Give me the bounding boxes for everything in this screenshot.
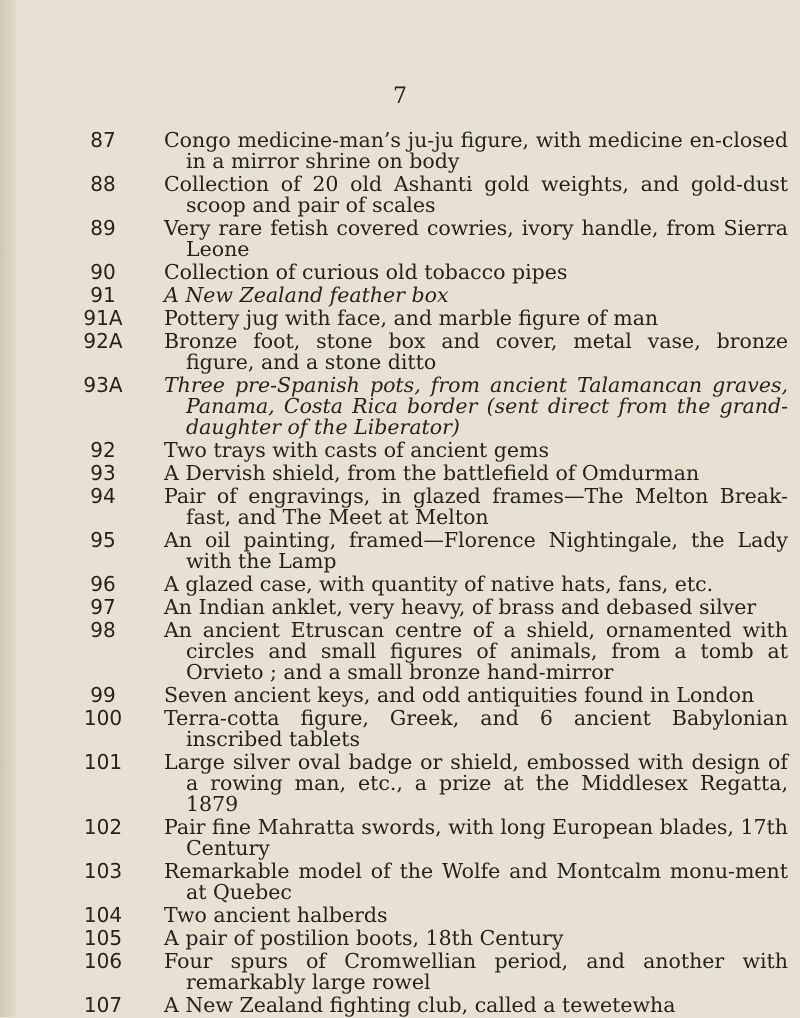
lot-entry: [0, 262, 800, 283]
lot-entry: [0, 174, 800, 216]
lot-number: 107: [83, 993, 123, 1017]
catalogue-list: [0, 130, 800, 1018]
lot-number: 96: [90, 572, 116, 596]
lot-description: Pair of engravings, in glazed frames—The Melton Break-fast, and The Meet at Melton: [164, 484, 788, 529]
lot-entry: [0, 597, 800, 618]
lot-entry: [0, 995, 800, 1016]
lot-description: Bronze foot, stone box and cover, metal vase, bronze figure, and a stone ditto: [164, 329, 788, 374]
lot-entry: [0, 928, 800, 949]
lot-number: 90: [90, 260, 116, 284]
lot-entry: [0, 817, 800, 859]
page-number: 7: [393, 84, 407, 109]
lot-description: A Dervish shield, from the battlefield of Omdurman: [164, 461, 700, 485]
lot-number: 106: [83, 949, 123, 973]
lot-entry: [0, 486, 800, 528]
lot-number: 89: [90, 216, 116, 240]
lot-number: 97: [90, 595, 116, 619]
lot-entry: [0, 685, 800, 706]
lot-entry: [0, 218, 800, 260]
lot-number: 93A: [83, 373, 123, 397]
lot-entry: [0, 285, 800, 306]
lot-description: Two trays with casts of ancient gems: [164, 438, 549, 462]
lot-number: 88: [90, 172, 116, 196]
lot-entry: [0, 574, 800, 595]
lot-description: Two ancient halberds: [164, 903, 388, 927]
lot-description: Three pre-Spanish pots, from ancient Talamancan graves, Panama, Costa Rica border (sent direct from the grand-daughter of the Liberator): [164, 373, 788, 439]
lot-description: An oil painting, framed—Florence Nightingale, the Lady with the Lamp: [164, 528, 788, 573]
lot-number: 104: [83, 903, 123, 927]
lot-description: Very rare fetish covered cowries, ivory handle, from Sierra Leone: [164, 216, 788, 261]
lot-number: 99: [90, 683, 116, 707]
lot-entry: [0, 463, 800, 484]
lot-description: A New Zealand feather box: [164, 283, 449, 307]
lot-number: 87: [90, 128, 116, 152]
lot-number: 91: [90, 283, 116, 307]
lot-description: Large silver oval badge or shield, embossed with design of a rowing man, etc., a prize at the Middlesex Regatta, 1879: [164, 750, 788, 816]
lot-description: Terra-cotta figure, Greek, and 6 ancient Babylonian inscribed tablets: [164, 706, 788, 751]
lot-number: 91A: [83, 306, 123, 330]
lot-number: 105: [83, 926, 123, 950]
lot-description: An ancient Etruscan centre of a shield, ornamented with circles and small figures of animals, from a tomb at Orvieto ; and a small bronze hand-mirror: [164, 618, 788, 684]
lot-number: 98: [90, 618, 116, 642]
lot-entry: [0, 905, 800, 926]
lot-description: An Indian anklet, very heavy, of brass and debased silver: [164, 595, 757, 619]
lot-description: Pair fine Mahratta swords, with long European blades, 17th Century: [164, 815, 788, 860]
lot-entry: [0, 375, 800, 438]
lot-description: Pottery jug with face, and marble figure of man: [164, 306, 659, 330]
lot-description: A glazed case, with quantity of native hats, fans, etc.: [164, 572, 714, 596]
lot-entry: [0, 530, 800, 572]
lot-description: Collection of 20 old Ashanti gold weights, and gold-dust scoop and pair of scales: [164, 172, 788, 217]
lot-entry: [0, 440, 800, 461]
lot-number: 101: [83, 750, 123, 774]
lot-entry: [0, 708, 800, 750]
lot-number: 95: [90, 528, 116, 552]
lot-entry: [0, 620, 800, 683]
lot-description: Congo medicine-man’s ju-ju figure, with medicine en-closed in a mirror shrine on body: [164, 128, 788, 173]
lot-number: 93: [90, 461, 116, 485]
lot-entry: [0, 752, 800, 815]
lot-number: 100: [83, 706, 123, 730]
lot-number: 92: [90, 438, 116, 462]
lot-description: A New Zealand fighting club, called a tewetewha: [164, 993, 676, 1017]
lot-description: A pair of postilion boots, 18th Century: [164, 926, 564, 950]
lot-entry: [0, 130, 800, 172]
lot-number: 103: [83, 859, 123, 883]
lot-description: Seven ancient keys, and odd antiquities found in London: [164, 683, 755, 707]
lot-number: 94: [90, 484, 116, 508]
lot-entry: [0, 331, 800, 373]
lot-entry: [0, 951, 800, 993]
lot-number: 102: [83, 815, 123, 839]
lot-description: Four spurs of Cromwellian period, and another with remarkably large rowel: [164, 949, 788, 994]
lot-number: 92A: [83, 329, 123, 353]
lot-entry: [0, 308, 800, 329]
lot-description: Collection of curious old tobacco pipes: [164, 260, 568, 284]
lot-description: Remarkable model of the Wolfe and Montcalm monu-ment at Quebec: [164, 859, 788, 904]
lot-entry: [0, 861, 800, 903]
